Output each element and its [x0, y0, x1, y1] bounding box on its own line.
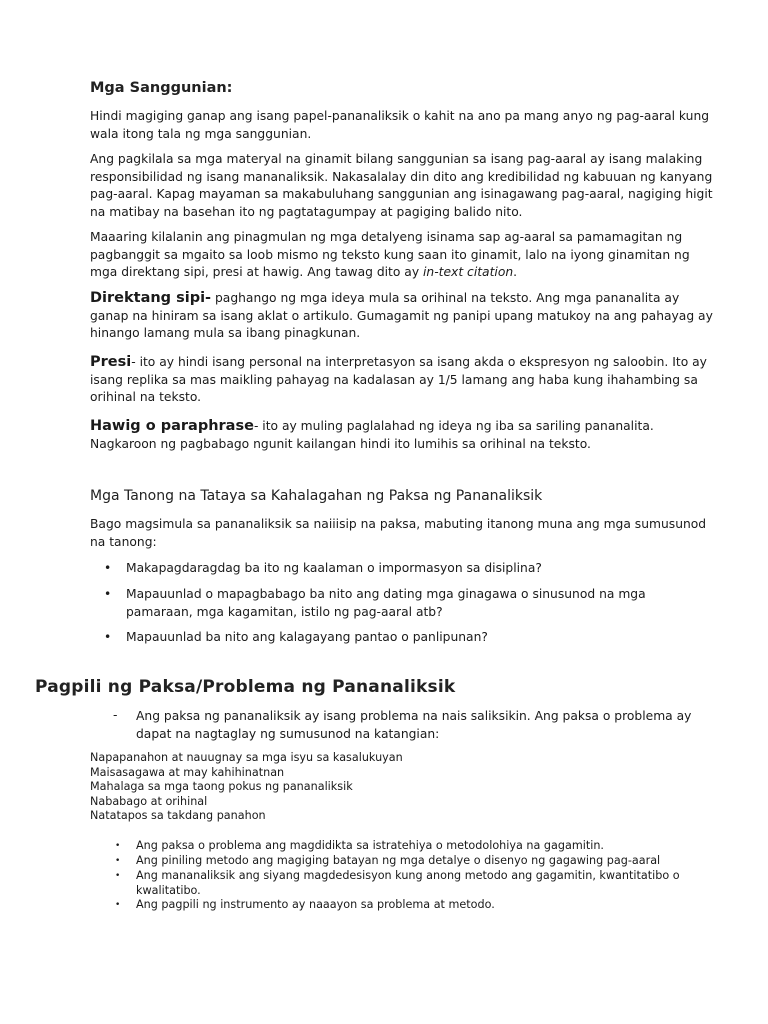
sanggunian-heading: Mga Sanggunian: [90, 80, 233, 96]
term-label: Direktang sipi- [90, 290, 212, 306]
list-item [115, 898, 705, 913]
list-item [115, 854, 705, 869]
bullet-icon: • [104, 587, 112, 601]
dash-item-text: Ang paksa ng pananaliksik ay isang problema na nais saliksikin. Ang paksa o problema ay dapat na nagtaglay ng sumusunod na katangian: [136, 709, 692, 741]
term-description: - ito ay muling paglalahad ng ideya ng iba sa sariling pananalita. Nagkaroon ng pagbabago ngunit kailangan hindi ito lumihis sa orihinal na teksto. [90, 419, 654, 451]
list-item [115, 869, 705, 898]
sanggunian-paragraph-3 [90, 229, 715, 282]
dash-icon: - [113, 708, 118, 722]
bullet-icon: • [104, 561, 112, 575]
term-hawig [90, 418, 715, 453]
list-item-text: Ang mananaliksik ang siyang magdedesisyon kung anong metodo ang gagamitin, kwantitatibo o kwalitatibo. [136, 869, 680, 897]
list-item [104, 586, 715, 621]
list-item [115, 839, 705, 854]
in-text-citation-term: in-text citation [423, 265, 514, 279]
list-item-text: Makapagdaragdag ba ito ng kaalaman o impormasyon sa disiplina? [126, 561, 542, 575]
list-item-text: Mapauunlad o mapagbabago ba nito ang dating mga ginagawa o sinusunod na mga pamaraan, mga kagamitan, istilo ng pag-aaral atb? [126, 587, 646, 619]
katangian-item: Mahalaga sa mga taong pokus ng pananaliksik [90, 780, 353, 794]
term-description: paghango ng mga ideya mula sa orihinal na teksto. Ang mga pananalita ay ganap na hiniram sa isang aklat o artikulo. Gumagamit ng panipi upang matukoy na ang pahayag ay hinango lamang mula sa ibang pinagkunan. [90, 291, 713, 340]
term-label: Presi [90, 354, 132, 370]
sanggunian-paragraph-2: Ang pagkilala sa mga materyal na ginamit bilang sanggunian sa isang pag-aaral ay isang malaking responsibilidad ng isang mananaliksik. Nakasalalay din dito ang kredibilidad ng kabuuan ng kanyang pag-aaral. Kapag mayaman sa makabuluhang sanggunian ang isinagawang pag-aaral, nagiging higit na matibay na basehan ito ng pagtatagumpay at pagiging balido nito. [90, 152, 713, 219]
tanong-intro: Bago magsimula sa pananaliksik sa naiiisip na paksa, mabuting itanong muna ang mga sumusunod na tanong: [90, 517, 707, 549]
sanggunian-paragraph-1: Hindi magiging ganap ang isang papel-pananaliksik o kahit na ano pa mang anyo ng pag-aaral kung wala itong tala ng mga sanggunian. [90, 109, 710, 141]
tanong-heading: Mga Tanong na Tataya sa Kahalagahan ng Paksa ng Pananaliksik [90, 488, 543, 504]
list-item-text: Ang piniling metodo ang magiging batayan ng mga detalye o disenyo ng gagawing pag-aaral [136, 854, 661, 867]
list-item [104, 629, 715, 647]
katangian-item: Napapanahon at nauugnay sa mga isyu sa kasalukuyan [90, 751, 403, 764]
dash-item [113, 708, 713, 743]
term-direktang-sipi [90, 290, 715, 343]
bullet-icon: • [115, 841, 121, 851]
pagpili-heading: Pagpili ng Paksa/Problema ng Pananaliksik [35, 677, 456, 697]
list-item-text: Ang paksa o problema ang magdidikta sa istratehiya o metodolohiya na gagamitin. [136, 839, 604, 852]
list-item [104, 560, 715, 578]
katangian-item: Maisasagawa at may kahihinatnan [90, 765, 285, 779]
list-item-text: Ang pagpili ng instrumento ay naaayon sa problema at metodo. [136, 898, 495, 911]
paragraph-3-end: . [513, 265, 518, 279]
bullet-icon: • [115, 856, 121, 866]
bullet-icon: • [115, 900, 121, 910]
paragraph-3-text: Maaaring kilalanin ang pinagmulan ng mga detalyeng isinama sap ag-aaral sa pamamagitan ng pagbanggit sa mgaito sa loob mismo ng teksto kung saan ito ginamit, lalo na iyong ginamitan ng mga direktang sipi, presi at hawig. Ang tawag dito ay [90, 230, 690, 279]
bullet-icon: • [104, 630, 112, 644]
katangian-item: Nababago at orihinal [90, 794, 208, 808]
list-item-text: Mapauunlad ba nito ang kalagayang pantao o panlipunan? [126, 630, 488, 644]
katangian-list [90, 751, 403, 824]
bullet-icon: • [115, 871, 121, 881]
katangian-item: Natatapos sa takdang panahon [90, 809, 266, 823]
term-presi [90, 354, 715, 407]
term-label: Hawig o paraphrase [90, 418, 254, 434]
term-description: - ito ay hindi isang personal na interpretasyon sa isang akda o ekspresyon ng saloobin. Ito ay isang replika sa mas maikling pahayag na kadalasan ay 1/5 lamang ang haba kung ihahambing sa orihinal na teksto. [90, 355, 707, 404]
